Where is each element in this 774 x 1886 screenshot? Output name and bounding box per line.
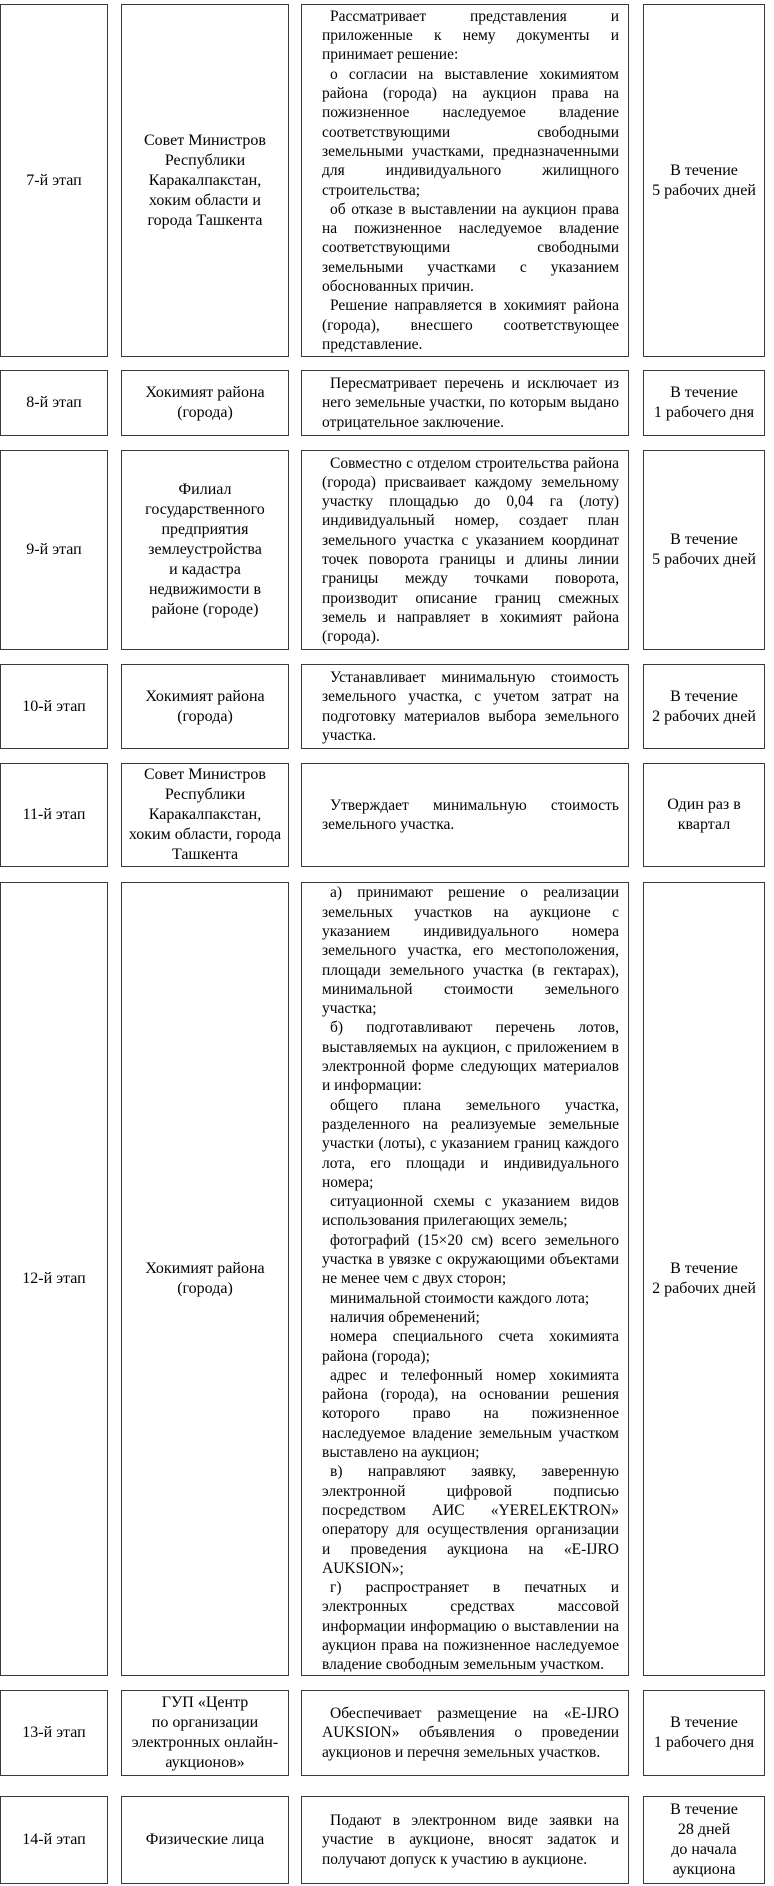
stage-label: 12-й этап (22, 1270, 86, 1287)
stage-cell (0, 450, 108, 650)
stage-label: 13-й этап (22, 1724, 86, 1741)
action-paragraph: о согласии на выставление хокимиятом района (города) на аукцион права на пожизненное наследуемое владение соответствующими свободными земельными участками, предназначенными для индивидуального жилищного строительства; (322, 65, 619, 199)
action-paragraph: Решение направляется в хокимият района (города), внесшего соответствующее представление. (322, 297, 619, 353)
stage-label: 10-й этап (22, 697, 86, 715)
term-cell (643, 1796, 765, 1884)
action-paragraph: Утверждает минимальную стоимость земельного участка. (322, 796, 619, 833)
stage-cell (0, 763, 108, 867)
term-cell (643, 882, 765, 1676)
term-text: Один раз в квартал (667, 796, 741, 833)
action-text (302, 796, 628, 835)
action-paragraph: минимальной стоимости каждого лота; (330, 1289, 590, 1307)
term-cell (643, 664, 765, 749)
term-text: В течение 2 рабочих дней (652, 687, 756, 725)
stage-label: 7-й этап (26, 171, 82, 189)
action-text (302, 1811, 628, 1869)
action-paragraph: Рассматривает представления и приложенные к нему документы и принимает решение: (322, 7, 619, 64)
term-text: В течение 1 рабочего дня (653, 1714, 755, 1751)
action-paragraph: Пересматривает перечень и исключает из него земельные участки, по которым выдано отрицательное заключение. (322, 375, 619, 431)
organization-cell (121, 450, 289, 650)
stage-cell (0, 4, 108, 357)
term-cell (643, 450, 765, 650)
organization-cell (121, 370, 289, 436)
action-paragraph: об отказе в выставлении на аукцион права на пожизненное наследуемое владение соответствующими свободными земельными участками с указанием обоснованных причин. (322, 200, 619, 295)
stage-cell (0, 370, 108, 436)
action-text (302, 374, 628, 432)
action-cell (301, 4, 629, 357)
organization-text: Хокимият района (города) (145, 384, 265, 421)
action-cell (301, 664, 629, 749)
action-cell (301, 1690, 629, 1776)
action-text (302, 1704, 628, 1762)
action-cell (301, 763, 629, 867)
organization-cell (121, 1796, 289, 1884)
term-text: В течение 5 рабочих дней (652, 531, 756, 568)
organization-text: Физические лица (145, 1831, 265, 1848)
action-paragraph: адрес и телефонный номер хокимията района (города), на основании решения которого право на пожизненное наследуемое владение земельным участком выставлено на аукцион; (322, 1366, 619, 1462)
action-paragraph: Устанавливает минимальную стоимость земельного участка, с учетом затрат на подготовку материалов выбора земельного участка. (322, 668, 619, 744)
stage-cell (0, 1796, 108, 1884)
organization-cell (121, 4, 289, 357)
action-cell (301, 370, 629, 436)
action-paragraph: номера специального счета хокимията района (города); (322, 1328, 619, 1365)
action-paragraph: наличия обременений; (330, 1308, 480, 1326)
action-cell (301, 1796, 629, 1884)
organization-cell (121, 1690, 289, 1776)
action-paragraph: г) распространяет в печатных и электронных средствах массовой информации информацию о выставлении на аукцион права на пожизненное наследуемое владение свободным земельным участком. (322, 1579, 619, 1674)
action-text (302, 883, 628, 1674)
action-text (302, 7, 628, 354)
organization-text: Совет Министров Республики Каракалпакстан, хоким области, города Ташкента (128, 766, 282, 863)
organization-text: Хокимият района (города) (145, 687, 265, 725)
term-cell (643, 4, 765, 357)
action-paragraph: ситуационной схемы с указанием видов использования прилегающих земель; (322, 1193, 619, 1230)
action-paragraph: Подают в электронном виде заявки на участие в аукционе, вносят задаток и получают допуск к участию в аукционе. (322, 1812, 619, 1868)
action-cell (301, 450, 629, 650)
stage-label: 11-й этап (22, 806, 86, 823)
term-cell (643, 1690, 765, 1776)
action-paragraph: общего плана земельного участка, разделенного на реализуемые земельные участки (лоты), с указанием границ каждого лота, его площади и индивидуального номера; (322, 1096, 619, 1191)
term-cell (643, 370, 765, 436)
action-paragraph: в) направляют заявку, заверенную электронной цифровой подписью посредством АИС «YERELEKTRON» оператору для осуществления организации и проведения аукциона на «E-IJRO AUKSION»; (322, 1463, 619, 1577)
organization-cell (121, 664, 289, 749)
organization-cell (121, 882, 289, 1676)
term-text: В течение 2 рабочих дней (652, 1260, 756, 1297)
action-cell (301, 882, 629, 1676)
organization-text: Совет Министров Республики Каракалпакстан, хоким области и города Ташкента (144, 131, 266, 229)
stage-cell (0, 1690, 108, 1776)
term-cell (643, 763, 765, 867)
action-text (302, 668, 628, 745)
term-text: В течение 1 рабочего дня (653, 384, 755, 421)
action-text (302, 454, 628, 647)
stage-cell (0, 664, 108, 749)
organization-cell (121, 763, 289, 867)
organization-text: ГУП «Центр по организации электронных онлайн- аукционов» (131, 1694, 279, 1771)
stage-label: 9-й этап (26, 541, 82, 558)
stage-label: 8-й этап (26, 394, 82, 411)
stage-cell (0, 882, 108, 1676)
action-paragraph: б) подготавливают перечень лотов, выставляемых на аукцион, с приложением в электронной форме следующих материалов и информации: (322, 1019, 619, 1095)
term-text: В течение 28 дней до начала аукциона (670, 1801, 738, 1878)
organization-text: Филиал государственного предприятия землеустройства и кадастра недвижимости в районе (городе) (145, 481, 265, 618)
term-text: В течение 5 рабочих дней (652, 161, 756, 199)
stage-label: 14-й этап (22, 1831, 86, 1848)
action-paragraph: а) принимают решение о реализации земельных участков на аукционе с указанием индивидуального номера земельного участка, его местоположения, площади земельного участка (в гектарах), минимальной стоимости земельного участка; (322, 884, 619, 1018)
action-paragraph: Обеспечивает размещение на «E-IJRO AUKSION» объявления о проведении аукционов и перечня земельных участков. (322, 1705, 619, 1761)
action-paragraph: Совместно с отделом строительства района (города) присваивает каждому земельному участку площадью до 0,04 га (лоту) индивидуальный номер, создает план земельного участка с указанием координат точек поворота границы и длины линии границы между точками поворота, производит описание границ смежных земель и направляет в хокимият района (города). (322, 454, 619, 646)
action-paragraph: фотографий (15×20 см) всего земельного участка в увязке с окружающими объектами не менее чем с двух сторон; (322, 1231, 619, 1288)
organization-text: Хокимият района (города) (145, 1260, 265, 1297)
